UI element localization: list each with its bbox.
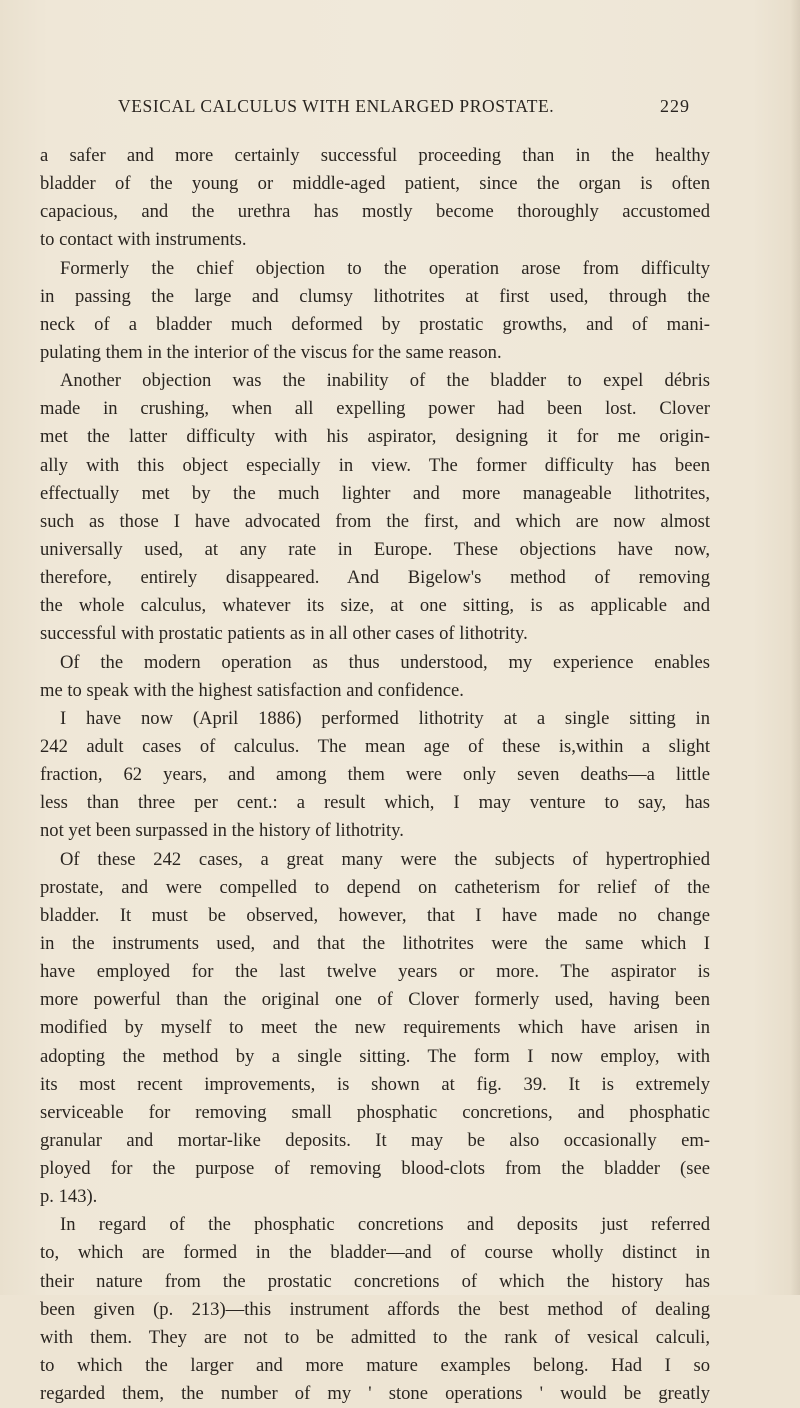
body-text <box>40 142 710 1408</box>
text-line: capacious, and the urethra has mostly become thoroughly accustomed <box>40 201 710 223</box>
text-line: their nature from the prostatic concretions of which the history has <box>40 1270 710 1292</box>
text-line: bladder of the young or middle-aged patient, since the organ is often <box>40 173 710 195</box>
text-line: In regard of the phosphatic concretions and deposits just referred <box>60 1214 710 1236</box>
text-line: successful with prostatic patients as in all other cases of lithotrity. <box>40 623 528 645</box>
text-line: in passing the large and clumsy lithotrites at first used, through the <box>40 285 710 307</box>
text-line: prostate, and were compelled to depend on catheterism for relief of the <box>40 876 710 898</box>
text-line: have employed for the last twelve years or more. The aspirator is <box>40 961 710 983</box>
text-line: in the instruments used, and that the lithotrites were the same which I <box>40 932 710 954</box>
text-line: the whole calculus, whatever its size, at one sitting, is as applicable and <box>40 595 710 617</box>
text-line: serviceable for removing small phosphatic concretions, and phosphatic <box>40 1101 710 1123</box>
text-line: fraction, 62 years, and among them were only seven deaths—a little <box>40 764 710 786</box>
text-line: adopting the method by a single sitting. The form I now employ, with <box>40 1045 710 1067</box>
text-line: bladder. It must be observed, however, that I have made no change <box>40 904 710 926</box>
text-line: pulating them in the interior of the viscus for the same reason. <box>40 341 502 363</box>
page-edge-shadow <box>790 0 800 1295</box>
text-line: modified by myself to meet the new requirements which have arisen in <box>40 1017 710 1039</box>
text-line: a safer and more certainly successful proceeding than in the healthy <box>40 145 710 166</box>
text-line: Of the modern operation as thus understood, my experience enables <box>60 651 710 673</box>
text-line: less than three per cent.: a result which, I may venture to say, has <box>40 792 710 814</box>
text-line: p. 143). <box>40 1186 98 1208</box>
text-line: Formerly the chief objection to the operation arose from difficulty <box>60 257 710 279</box>
page-number: 229 <box>660 96 690 116</box>
text-line: to contact with instruments. <box>40 229 247 251</box>
text-line: effectually met by the much lighter and more manageable lithotrites, <box>40 482 710 504</box>
text-line: its most recent improvements, is shown at fig. 39. It is extremely <box>40 1073 710 1095</box>
text-line: with them. They are not to be admitted to the rank of vesical calculi, <box>40 1326 710 1348</box>
text-line: universally used, at any rate in Europe. These objections have now, <box>40 538 710 560</box>
text-line: made in crushing, when all expelling power had been lost. Clover <box>40 398 710 420</box>
text-line: Of these 242 cases, a great many were the subjects of hypertrophied <box>60 848 710 870</box>
text-line: been given (p. 213)—this instrument affords the best method of dealing <box>40 1298 710 1320</box>
text-line: to which the larger and more mature examples belong. Had I so <box>40 1355 710 1377</box>
running-header: VESICAL CALCULUS WITH ENLARGED PROSTATE. <box>118 96 555 116</box>
text-line: therefore, entirely disappeared. And Bigelow's method of removing <box>40 567 710 589</box>
text-line: me to speak with the highest satisfaction and confidence. <box>40 679 464 701</box>
text-line: such as those I have advocated from the first, and which are now almost <box>40 510 710 532</box>
text-line: more powerful than the original one of Clover formerly used, having been <box>40 989 710 1011</box>
text-line: 242 adult cases of calculus. The mean age of these is,within a slight <box>40 735 710 757</box>
text-line: to, which are formed in the bladder—and of course wholly distinct in <box>40 1242 710 1264</box>
text-line: Another objection was the inability of the bladder to expel débris <box>60 370 710 392</box>
text-line: ployed for the purpose of removing blood-clots from the bladder (see <box>40 1158 710 1180</box>
text-line: granular and mortar-like deposits. It may be also occasionally em- <box>40 1129 710 1151</box>
text-line: not yet been surpassed in the history of lithotrity. <box>40 820 404 842</box>
text-line: neck of a bladder much deformed by prostatic growths, and of mani- <box>40 313 710 335</box>
text-line: met the latter difficulty with his aspirator, designing it for me origin- <box>40 426 710 448</box>
text-line: regarded them, the number of my ' stone operations ' would be greatly <box>40 1383 710 1405</box>
text-line: I have now (April 1886) performed lithotrity at a single sitting in <box>60 707 710 729</box>
text-line: ally with this object especially in view. The former difficulty has been <box>40 454 710 476</box>
